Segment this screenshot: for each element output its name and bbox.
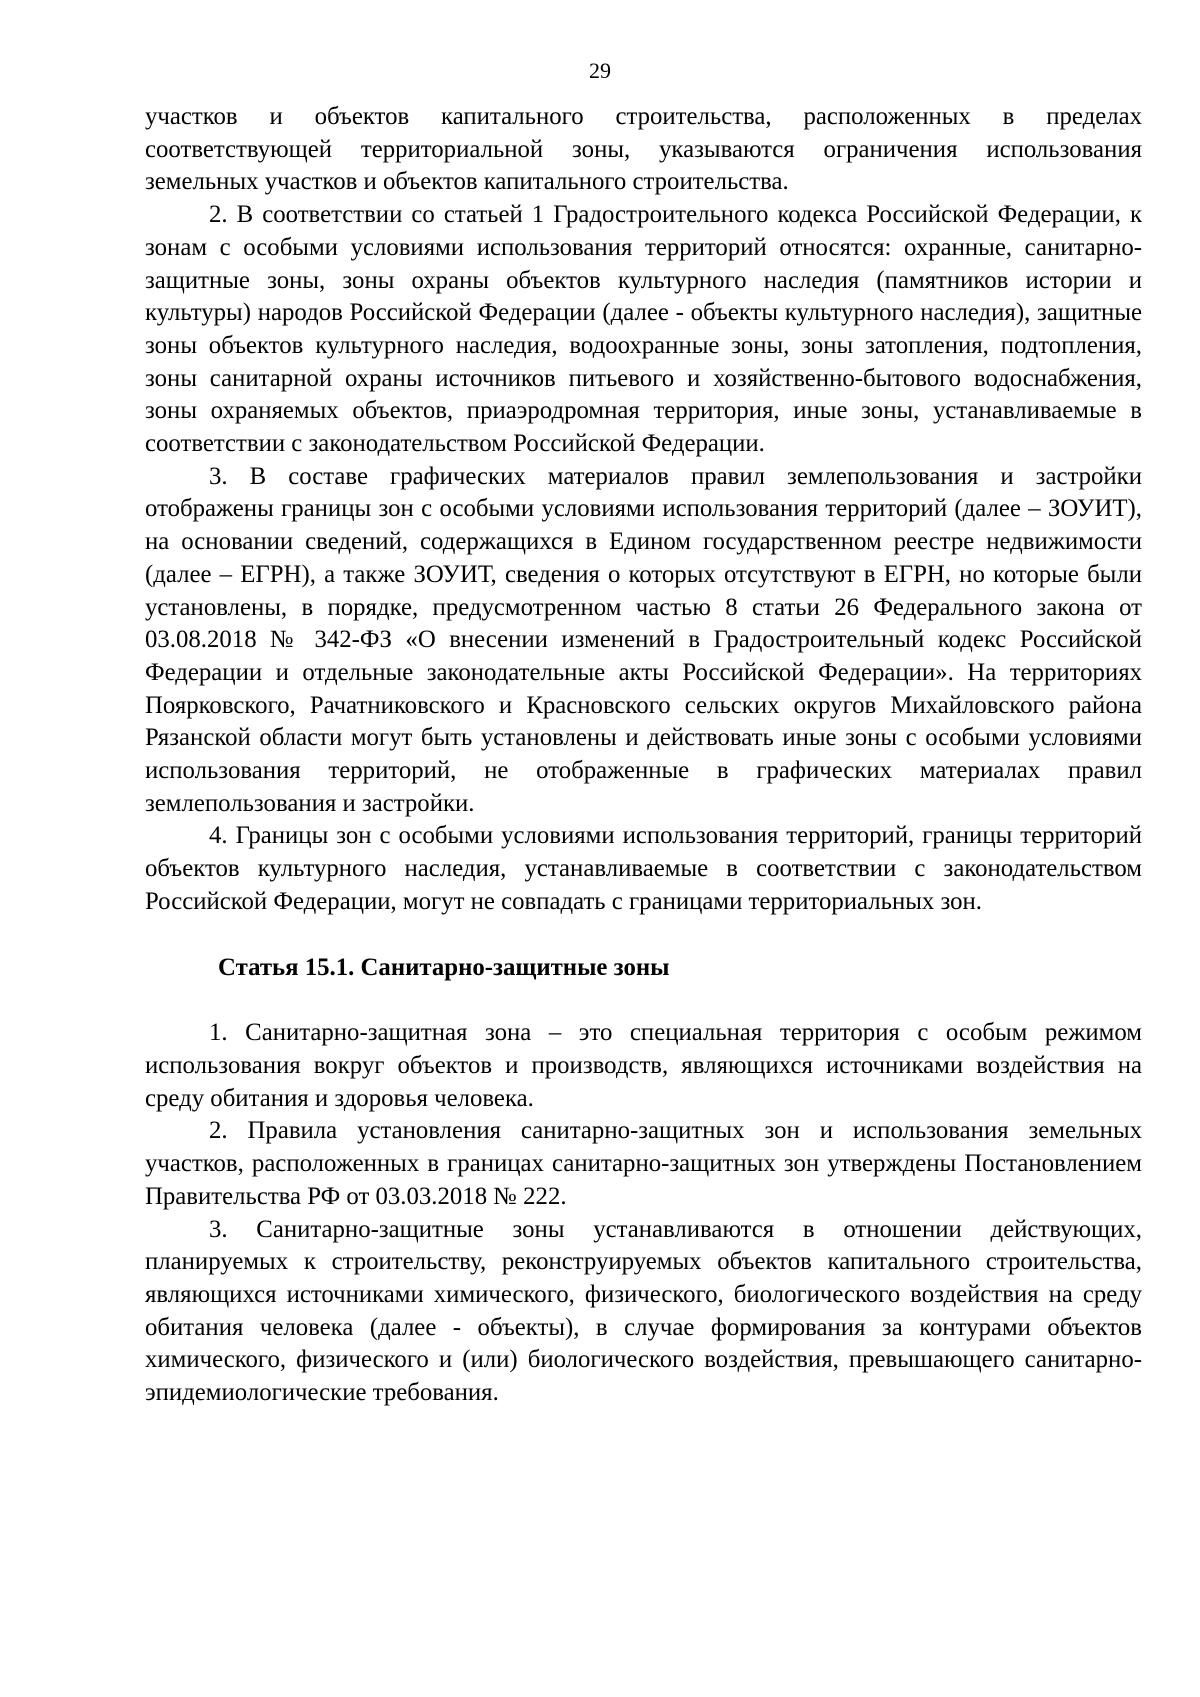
- paragraph-item-2: 2. В соответствии со статьей 1 Градостроительного кодекса Российской Федерации, к зонам с особыми условиями использования территорий относятся: охранные, санитарно-защитные зоны, зоны охраны объектов культурного наследия (памятников истории и культуры) народов Российской Федерации (далее - объекты культурного наследия), защитные зоны объектов культурного наследия, водоохранные зоны, зоны затопления, подтопления, зоны санитарной охраны источников питьевого и хозяйственно-бытового водоснабжения, зоны охраняемых объектов, приаэродромная территория, иные зоны, устанавливаемые в соответствии с законодательством Российской Федерации.: [145, 201, 1142, 458]
- article-heading: Статья 15.1. Санитарно-защитные зоны: [218, 953, 670, 981]
- paragraph-continuation: участков и объектов капитального строительства, расположенных в пределах соответствующей территориальной зоны, указываются ограничения использования земельных участков и объектов капитального строительства.: [145, 103, 1142, 196]
- paragraph-item-3: 3. В составе графических материалов правил землепользования и застройки отображены границы зон с особыми условиями использования территорий (далее – ЗОУИТ), на основании сведений, содержащихся в Едином государственном реестре недвижимости (далее – ЕГРН), а также ЗОУИТ, сведения о которых отсутствуют в ЕГРН, но которые были установлены, в порядке, предусмотренном частью 8 статьи 26 Федерального закона от 03.08.2018 № 342-ФЗ «О внесении изменений в Градостроительный кодекс Российской Федерации и отдельные законодательные акты Российской Федерации». На территориях Поярковского, Рачатниковского и Красновского сельских округов Михайловского района Рязанской области могут быть установлены и действовать иные зоны с особыми условиями использования территорий, не отображенные в графических материалах правил землепользования и застройки.: [145, 462, 1142, 817]
- article-paragraph-2: 2. Правила установления санитарно-защитных зон и использования земельных участков, расположенных в границах санитарно-защитных зон утверждены Постановлением Правительства РФ от 03.03.2018 № 222.: [145, 1117, 1142, 1210]
- page-number: 29: [589, 58, 611, 83]
- article-paragraph-3: 3. Санитарно-защитные зоны устанавливаются в отношении действующих, планируемых к строительству, реконструируемых объектов капитального строительства, являющихся источниками химического, физического, биологического воздействия на среду обитания человека (далее - объекты), в случае формирования за контурами объектов химического, физического и (или) биологического воздействия, превышающего санитарно-эпидемиологические требования.: [145, 1215, 1142, 1407]
- article-paragraph-1: 1. Санитарно-защитная зона – это специальная территория с особым режимом использования вокруг объектов и производств, являющихся источниками воздействия на среду обитания и здоровья человека.: [145, 1019, 1142, 1112]
- document-body: [145, 101, 1142, 1410]
- paragraph-item-4: 4. Границы зон с особыми условиями использования территорий, границы территорий объектов культурного наследия, устанавливаемые в соответствии с законодательством Российской Федерации, могут не совпадать с границами территориальных зон.: [145, 822, 1142, 915]
